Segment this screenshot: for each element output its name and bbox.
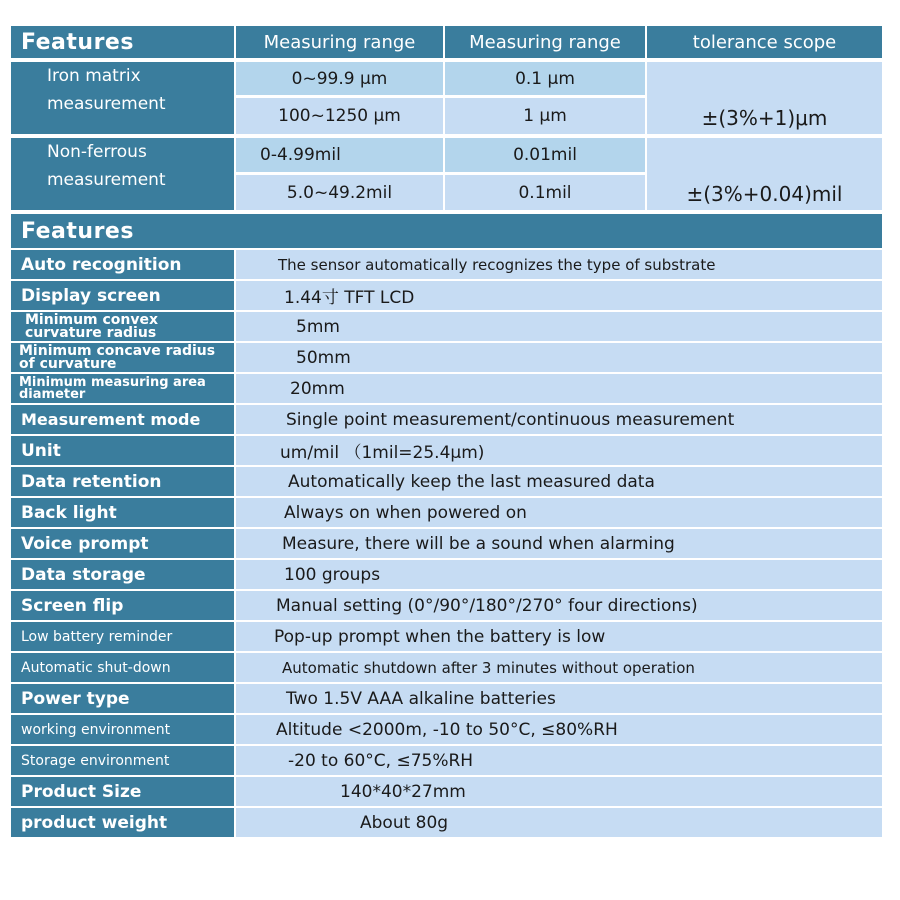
header-features: Features	[11, 26, 234, 58]
tolerance-cell: ±(3%+0.04)mil	[647, 138, 882, 210]
feature-label: Minimum convex curvature radius	[11, 312, 234, 341]
header-resolution: Measuring range	[445, 26, 645, 58]
feature-label: Storage environment	[11, 746, 234, 775]
feature-label: Low battery reminder	[11, 622, 234, 651]
list-item	[11, 560, 882, 589]
range-table-header	[11, 26, 882, 58]
feature-value: Two 1.5V AAA alkaline batteries	[236, 684, 882, 713]
range-cell: 0-4.99mil	[236, 138, 443, 172]
range-cell: 5.0~49.2mil	[236, 175, 443, 210]
feature-value: Altitude <2000m, -10 to 50°C, ≤80%RH	[236, 715, 882, 744]
feature-value: 20mm	[236, 374, 882, 403]
feature-value: Automatic shutdown after 3 minutes without operation	[236, 653, 882, 682]
list-item	[11, 281, 882, 310]
range-cell: 100~1250 μm	[236, 98, 443, 134]
list-item	[11, 746, 882, 775]
feature-value: Single point measurement/continuous measurement	[236, 405, 882, 434]
feature-value: 5mm	[236, 312, 882, 341]
feature-label: Minimum measuring area diameter	[11, 374, 234, 403]
header-measuring-range: Measuring range	[236, 26, 443, 58]
feature-value: 50mm	[236, 343, 882, 372]
feature-value: Automatically keep the last measured data	[236, 467, 882, 496]
feature-label: working environment	[11, 715, 234, 744]
feature-label: Automatic shut-down	[11, 653, 234, 682]
feature-value: About 80g	[236, 808, 882, 837]
feature-label: product weight	[11, 808, 234, 837]
feature-label: Power type	[11, 684, 234, 713]
tolerance-cell: ±(3%+1)μm	[647, 62, 882, 134]
features-title: Features	[11, 214, 882, 248]
feature-label: Measurement mode	[11, 405, 234, 434]
feature-label: Minimum concave radius of curvature	[11, 343, 234, 372]
list-item	[11, 498, 882, 527]
list-item	[11, 374, 882, 403]
list-item	[11, 653, 882, 682]
feature-value: Measure, there will be a sound when alarming	[236, 529, 882, 558]
feature-value: Manual setting (0°/90°/180°/270° four directions)	[236, 591, 882, 620]
list-item	[11, 467, 882, 496]
list-item	[11, 405, 882, 434]
list-item	[11, 622, 882, 651]
group-label-non-ferrous: Non-ferrous measurement	[11, 138, 234, 210]
feature-label: Voice prompt	[11, 529, 234, 558]
feature-label: Data retention	[11, 467, 234, 496]
feature-value: 100 groups	[236, 560, 882, 589]
resolution-cell: 0.1 μm	[445, 62, 645, 95]
feature-value: um/mil （1mil=25.4μm)	[236, 436, 882, 465]
feature-value: Always on when powered on	[236, 498, 882, 527]
feature-value: Pop-up prompt when the battery is low	[236, 622, 882, 651]
list-item	[11, 343, 882, 372]
list-item	[11, 312, 882, 341]
feature-value: -20 to 60°C, ≤75%RH	[236, 746, 882, 775]
list-item	[11, 529, 882, 558]
list-item	[11, 436, 882, 465]
list-item	[11, 591, 882, 620]
range-cell: 0~99.9 μm	[236, 62, 443, 95]
feature-value: 140*40*27mm	[236, 777, 882, 806]
list-item	[11, 777, 882, 806]
feature-label: Product Size	[11, 777, 234, 806]
feature-value: 1.44寸 TFT LCD	[236, 281, 882, 310]
list-item	[11, 250, 882, 279]
list-item	[11, 715, 882, 744]
feature-label: Data storage	[11, 560, 234, 589]
group-label-iron: Iron matrix measurement	[11, 62, 234, 134]
feature-label: Unit	[11, 436, 234, 465]
resolution-cell: 0.1mil	[445, 175, 645, 210]
feature-label: Back light	[11, 498, 234, 527]
feature-label: Screen flip	[11, 591, 234, 620]
resolution-cell: 1 μm	[445, 98, 645, 134]
header-tolerance: tolerance scope	[647, 26, 882, 58]
feature-label: Display screen	[11, 281, 234, 310]
feature-value: The sensor automatically recognizes the type of substrate	[236, 250, 882, 279]
feature-label: Auto recognition	[11, 250, 234, 279]
resolution-cell: 0.01mil	[445, 138, 645, 172]
list-item	[11, 808, 882, 837]
list-item	[11, 684, 882, 713]
